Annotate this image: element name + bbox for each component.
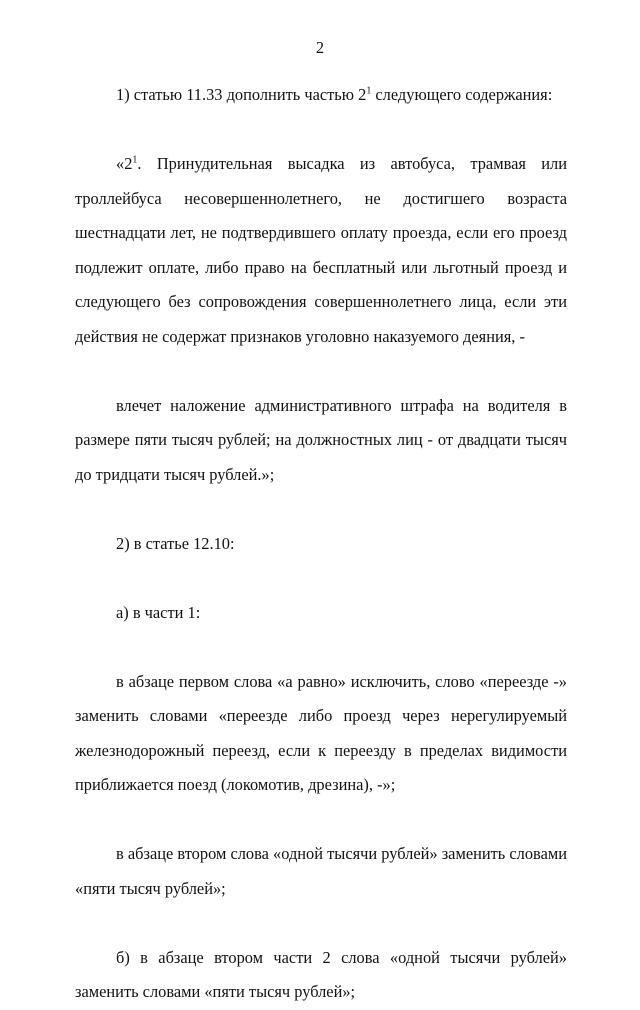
text-run: «2 (116, 154, 133, 173)
superscript: 1 (366, 85, 372, 97)
page-number: 2 (315, 38, 325, 57)
paragraph-part-2: б) в абзаце втором части 2 слова «одной тысячи рублей» заменить словами «пяти тысяч рублей»; (75, 947, 567, 1001)
paragraph-article-12-10: 2) в статье 12.10: (116, 533, 235, 553)
paragraph-part-1: а) в части 1: (116, 602, 201, 622)
paragraph-first-subparagraph: в абзаце первом слова «а равно» исключить, слово «переезде -» заменить словами «переезде либо проезд через нерегулируемый железнодорожный переезд, если к переезду в пределах видимости приближается поезд (локомотив, дрезина), -»; (75, 671, 567, 794)
text-run: 1) статью 11.33 дополнить частью 2 (116, 85, 367, 104)
paragraph-penalty: влечет наложение административного штрафа на водителя в размере пяти тысяч рублей; на должностных лиц - от двадцати тысяч до тридцати тысяч рублей.»; (75, 395, 567, 484)
paragraph-amend-article-11-33 (75, 78, 567, 113)
document-body (75, 78, 567, 1010)
paragraph-second-subparagraph: в абзаце втором слова «одной тысячи рублей» заменить словами «пяти тысяч рублей»; (75, 844, 567, 898)
text-run: следующего содержания: (371, 85, 553, 104)
paragraph-part-2-1-text (75, 147, 567, 354)
superscript: 1 (132, 154, 138, 166)
text-run: . Принудительная высадка из автобуса, трамвая или троллейбуса несовершеннолетнего, не достигшего возраста шестнадцати лет, не подтвердившего оплату проезда, если его проезд подлежит оплате, либо право на бесплатный или льготный проезд и следующего без сопровождения совершеннолетнего лица, если эти действия не содержат признаков уголовно наказуемого деяния, - (75, 154, 567, 346)
